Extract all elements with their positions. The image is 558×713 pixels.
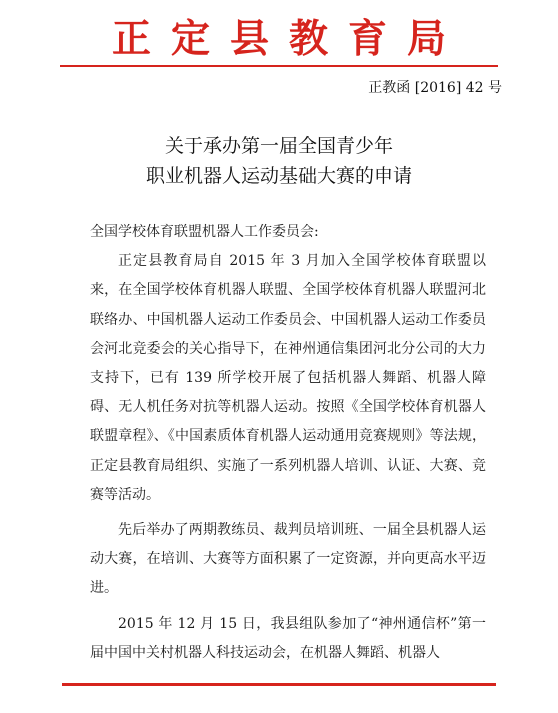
title-line-1: 关于承办第一届全国青少年 [164, 135, 393, 157]
body-paragraph-2: 先后举办了两期教练员、裁判员培训班、一届全县机器人运动大赛，在培训、大赛等方面积累了一定资源，并向更高水平迈进。 [90, 522, 486, 597]
body-paragraph-3: 2015 年 12 月 15 日，我县组队参加了“神州通信杯”第一届中国中关村机器人科技运动会，在机器人舞蹈、机器人 [90, 615, 486, 661]
body-paragraph-1: 正定县教育局自 2015 年 3 月加入全国学校体育联盟以来，在全国学校体育机器人联盟、全国学校体育机器人联盟河北联络办、中国机器人运动工作委员会、中国机器人运动工作委员会河北竞委会的关心指导下，在神州通信集团河北分公司的大力支持下，已有 139 所学校开展了包括机器人舞蹈、机器人障碍、无人机任务对抗等机器人运动。按照《全国学校体育机器人联盟章程》、《中国素质体育机器人运动通用竞赛规则》等法规，正定县教育局组织、实施了一系列机器人培训、认证、大赛、竞赛等活动。 [90, 253, 486, 503]
salutation: 全国学校体育联盟机器人工作委员会: [90, 224, 319, 240]
letterhead-title: 正定县教育局 [111, 16, 466, 62]
footer-red-rule [62, 683, 496, 686]
document-title [0, 131, 558, 191]
letterhead-red-rule [60, 65, 498, 67]
document-number: 正教函 [2016] 42 号 [368, 80, 502, 96]
title-line-2: 职业机器人运动基础大赛的申请 [145, 165, 412, 187]
document-body [90, 218, 486, 668]
